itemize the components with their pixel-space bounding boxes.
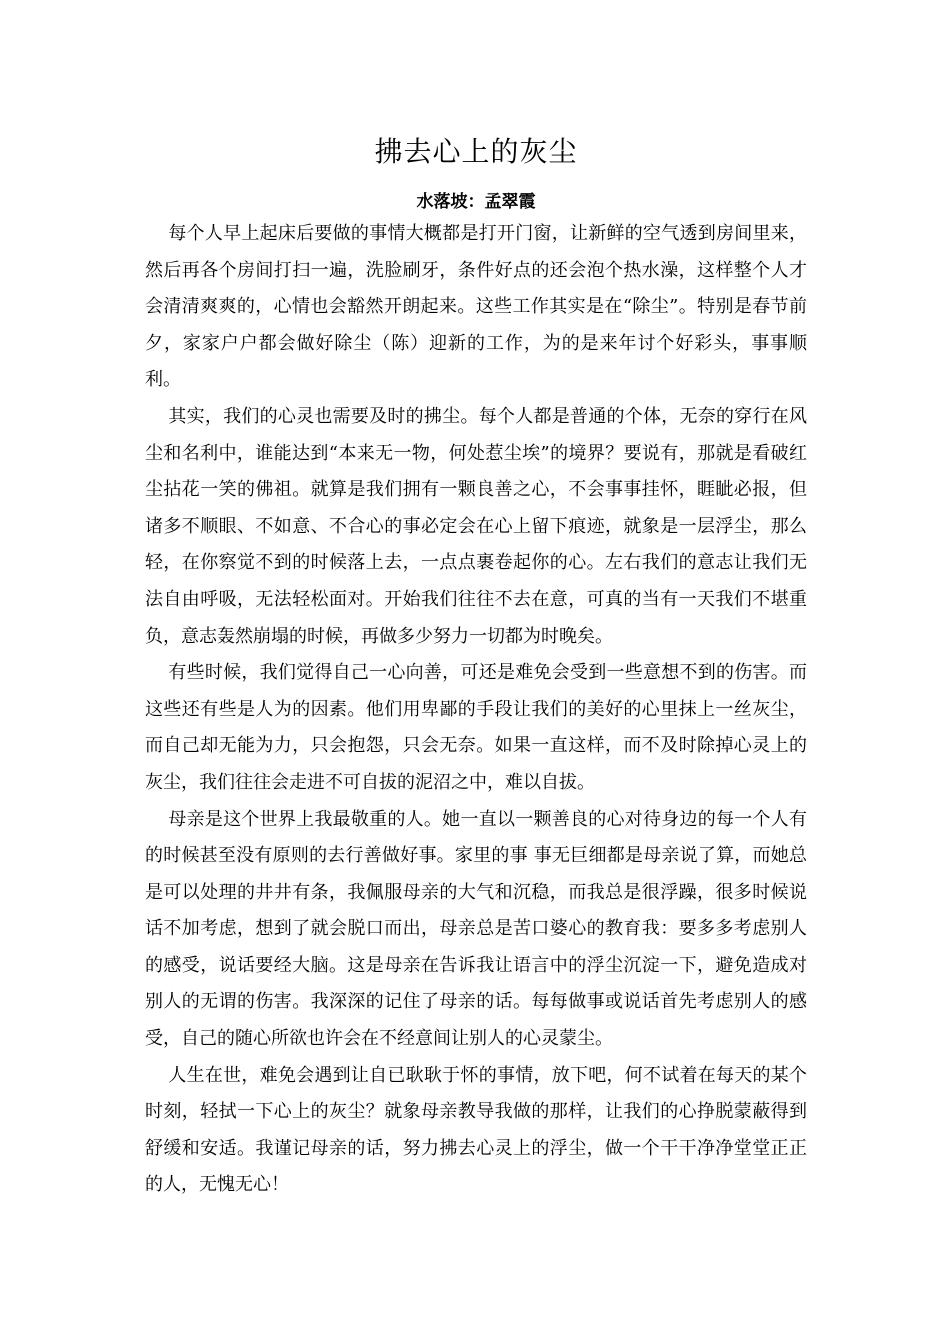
article-title: 拂去心上的灰尘 xyxy=(374,135,578,168)
paragraph-1: 每个人早上起床后要做的事情大概都是打开门窗，让新鲜的空气透到房间里来，然后再各个房间打扫一遍，洗脸刷牙，条件好点的还会泡个热水澡，这样整个人才会清清爽爽的，心情也会豁然开朗起来。这些工作其实是在“除尘”。特别是春节前夕，家家户户都会做好除尘（陈）迎新的工作，为的是来年讨个好彩头，事事顺利。 xyxy=(145,223,807,391)
article-body xyxy=(145,216,807,1204)
paragraph-3: 有些时候，我们觉得自己一心向善，可还是难免会受到一些意想不到的伤害。而这些还有些是人为的因素。他们用卑鄙的手段让我们的美好的心里抹上一丝灰尘，而自己却无能为力，只会抱怨，只会无奈。如果一直这样，而不及时除掉心灵上的灰尘，我们往往会走进不可自拔的泥沼之中，难以自拔。 xyxy=(145,662,807,793)
document-page xyxy=(145,128,807,1204)
paragraph-2: 其实，我们的心灵也需要及时的拂尘。每个人都是普通的个体，无奈的穿行在风尘和名利中，谁能达到“本来无一物，何处惹尘埃”的境界？要说有，那就是看破红尘拈花一笑的佛祖。就算是我们拥有一颗良善之心，不会事事挂怀，睚眦必报，但诸多不顺眼、不如意、不合心的事必定会在心上留下痕迹，就象是一层浮尘，那么轻，在你察觉不到的时候落上去，一点点裹卷起你的心。左右我们的意志让我们无法自由呼吸，无法轻松面对。开始我们往往不去在意，可真的当有一天我们不堪重负，意志轰然崩塌的时候，再做多少努力一切都为时晚矣。 xyxy=(145,405,807,647)
article-byline: 水落坡：孟翠霞 xyxy=(416,192,536,212)
paragraph-5: 人生在世，难免会遇到让自已耿耿于怀的事情，放下吧，何不试着在每天的某个时刻，轻拭一下心上的灰尘？就象母亲教导我做的那样，让我们的心挣脱蒙蔽得到舒缓和安适。我谨记母亲的话，努力拂去心灵上的浮尘，做一个干干净净堂堂正正的人，无愧无心！ xyxy=(145,1064,807,1196)
paragraph-4: 母亲是这个世界上我最敬重的人。她一直以一颗善良的心对待身边的每一个人有的时候甚至没有原则的去行善做好事。家里的事 事无巨细都是母亲说了算，而她总是可以处理的井井有条，我佩服母亲的大气和沉稳，而我总是很浮躁，很多时候说话不加考虑，想到了就会脱口而出，母亲总是苦口婆心的教育我：要多多考虑别人的感受，说话要经大脑。这是母亲在告诉我让语言中的浮尘沉淀一下，避免造成对别人的无谓的伤害。我深深的记住了母亲的话。每每做事或说话首先考虑别人的感受，自己的随心所欲也许会在不经意间让别人的心灵蒙尘。 xyxy=(145,808,807,1050)
